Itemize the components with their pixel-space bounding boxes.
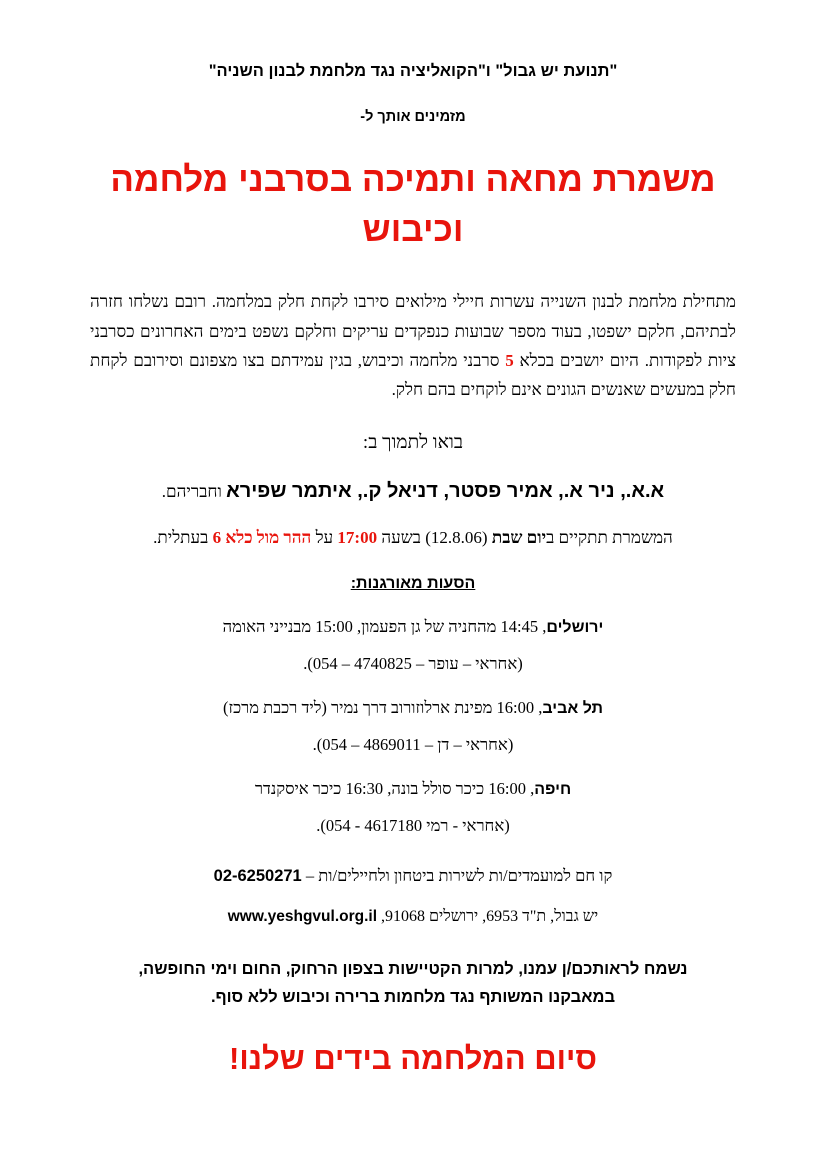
names-bold: א.א., ניר א., אמיר פסטר, דניאל ק., איתמר שפירא: [226, 480, 665, 503]
when-date: (12.8.06): [420, 528, 492, 548]
hotline-line: [72, 866, 754, 886]
refusers-count: 5: [505, 350, 514, 370]
when-suffix: בעתלית.: [153, 528, 213, 548]
transport-contact: (אחראי – דן – 4869011 – 054).: [312, 735, 514, 755]
when-time: 17:00: [337, 528, 378, 548]
when-mid: על: [311, 528, 338, 548]
paragraph-part-2: סרבני מלחמה וכיבוש, בגין עמידתם בצו מצפונם וסירובם לקחת חלק במעשים שאנשים הגונים אינם לוקחים בהם חלק.: [90, 350, 736, 400]
when-at-word: בשעה: [377, 528, 421, 548]
refusers-names: [72, 480, 754, 503]
address-line: [72, 908, 754, 926]
transport-heading: הסעות מאורגנות:: [350, 575, 476, 593]
transport-city: תל אביב: [542, 700, 604, 718]
transport-row: [72, 698, 754, 718]
closing-line-2: במאבקנו המשותף נגד מלחמות ברירה וכיבוש ללא סוף.: [210, 987, 616, 1006]
transport-contact: (אחראי – עופר – 4740825 – 054).: [303, 654, 523, 674]
when-day: יום שבת: [491, 528, 547, 548]
website-link[interactable]: www.yeshgvul.org.il: [227, 908, 378, 926]
transport-row: [72, 617, 754, 637]
paragraph-part-1: מתחילת מלחמת לבנון השנייה עשרות חיילי מילואים סירבו לקחת חלק במלחמה. רובם נשלחו חזרה לבתיהם, חלקם ישפטו, בעוד מספר שבועות כנפקדים עריקים וחלקם נשפט בימים האחרונים כסרבני ציות לפקודות. היום יושבים בכלא: [90, 292, 737, 370]
transport-city: חיפה: [534, 781, 572, 799]
transport-city: ירושלים: [546, 619, 604, 637]
transport-details: , 16:00 מפינת ארלוזורוב דרך נמיר (ליד רכבת מרכז): [222, 698, 543, 718]
hotline-label: קו חם למועמדים/ות לשירות ביטחון ולחיילים/ות –: [301, 866, 613, 886]
postal-address: יש גבול, ת"ד 6953, ירושלים 91068,: [377, 908, 599, 926]
body-paragraph: [90, 287, 736, 404]
transport-row: [72, 779, 754, 799]
names-tail: וחבריהם.: [161, 482, 227, 502]
when-prefix: המשמרת תתקיים ב: [546, 528, 673, 548]
come-support-line: בואו לתמוך ב:: [362, 432, 464, 454]
event-when-line: [72, 528, 754, 548]
when-place: ההר מול כלא 6: [212, 528, 312, 548]
title-line-2: וכיבוש: [362, 209, 464, 249]
hotline-phone-number: 02-6250271: [213, 867, 302, 886]
title-line-1: משמרת מחאה ותמיכה בסרבני מלחמה: [110, 160, 716, 199]
invitation-line: מזמינים אותך ל-: [360, 109, 466, 125]
page-title: [72, 155, 754, 254]
closing-paragraph: [86, 956, 740, 1010]
final-slogan: סיום המלחמה בידים שלנו!: [229, 1040, 597, 1076]
closing-line-1: נשמח לראותכם/ן עמנו, למרות הקטיישות בצפון הרחוק, החום וימי החופשה,: [138, 960, 688, 979]
transport-details: , 14:45 מהחניה של גן הפעמון, 15:00 מבנייני האומה: [222, 617, 547, 637]
organizers-line: "תנועת יש גבול" ו"הקואליציה נגד מלחמת לבנון השניה": [208, 62, 618, 80]
transport-contact: (אחראי - רמי 4617180 - 054).: [316, 816, 510, 836]
transport-details: , 16:00 כיכר סולל בונה, 16:30 כיכר איסקנדר: [254, 779, 535, 799]
